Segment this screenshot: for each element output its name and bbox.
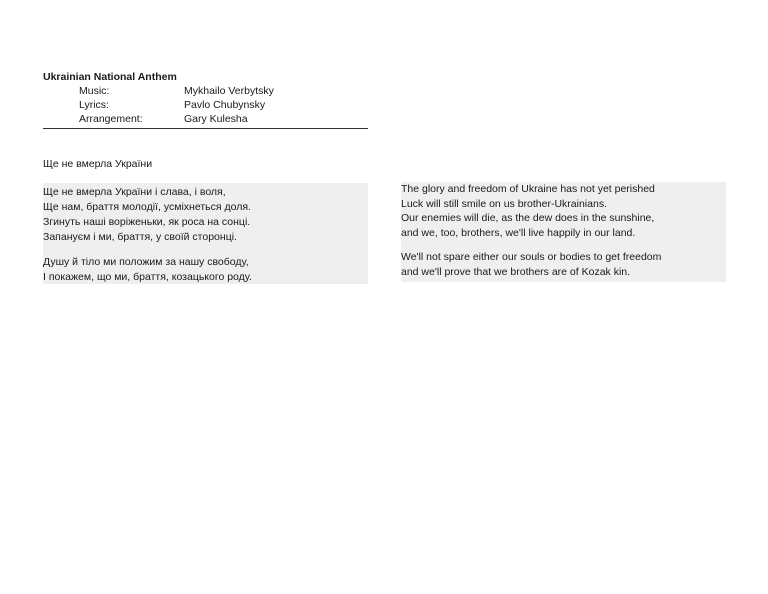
lyric-line: and we'll prove that we brothers are of Kozak kin. xyxy=(401,265,631,278)
ukrainian-lyrics-block xyxy=(43,183,368,284)
credit-row-music xyxy=(43,84,368,98)
lyric-line: Ще нам, браття молодії, усміхнеться доля. xyxy=(43,201,251,213)
lyric-line: Luck will still smile on us brother-Ukrainians. xyxy=(401,197,607,210)
anthem-header xyxy=(43,70,368,129)
english-stanza-1 xyxy=(401,182,726,240)
ukrainian-heading: Ще не вмерла України xyxy=(43,158,153,170)
lyric-line: Згинуть наші воріженьки, як роса на сонці. xyxy=(43,216,251,228)
credit-row-lyrics xyxy=(43,98,368,112)
credit-label: Lyrics: xyxy=(79,99,109,111)
lyric-line: We'll not spare either our souls or bodies to get freedom xyxy=(401,251,662,263)
lyric-line: Запануєм і ми, браття, у своїй сторонці. xyxy=(43,231,237,243)
ukrainian-stanza-2 xyxy=(43,255,368,285)
credit-label: Music: xyxy=(79,85,110,97)
credit-value: Gary Kulesha xyxy=(184,113,248,125)
credit-value: Mykhailo Verbytsky xyxy=(184,85,274,97)
english-stanza-2 xyxy=(401,250,726,279)
lyric-line: І покажем, що ми, браття, козацького роду. xyxy=(43,271,252,283)
header-divider xyxy=(43,128,368,129)
lyric-line: The glory and freedom of Ukraine has not yet perished xyxy=(401,183,655,195)
lyric-line: Our enemies will die, as the dew does in the sunshine, xyxy=(401,212,655,224)
lyric-line: Ще не вмерла України і слава, і воля, xyxy=(43,186,226,198)
credit-label: Arrangement: xyxy=(79,113,143,125)
lyric-line: Душу й тіло ми положим за нашу свободу, xyxy=(43,256,249,268)
credit-value: Pavlo Chubynsky xyxy=(184,99,266,111)
english-lyrics-block xyxy=(401,182,726,282)
document-title: Ukrainian National Anthem xyxy=(43,71,177,83)
ukrainian-stanza-1 xyxy=(43,185,368,245)
lyric-line: and we, too, brothers, we'll live happily in our land. xyxy=(401,226,636,239)
credit-row-arrangement xyxy=(43,112,368,126)
